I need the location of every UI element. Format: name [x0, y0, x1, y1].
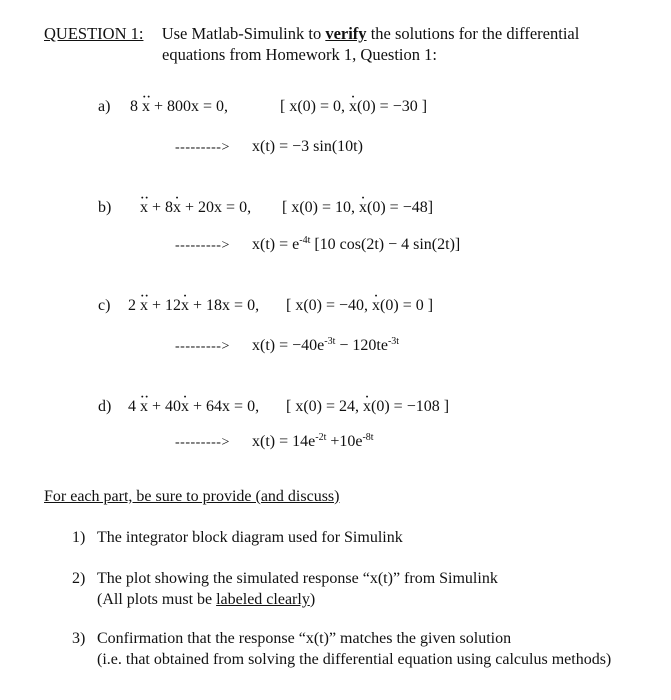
part-a-ic-close: (0) = −30 ]	[357, 98, 428, 115]
part-c-xdot: · x	[181, 297, 189, 315]
part-d-sol-mid: +10e	[326, 433, 363, 450]
part-b-ic-xdot: · x	[359, 199, 367, 217]
part-d-xdot: · x	[181, 398, 189, 416]
part-d-ic-xdot: · x	[363, 398, 371, 416]
item-3-note: (i.e. that obtained from solving the differential equation using calculus methods)	[97, 651, 612, 668]
part-b-ic-open: [ x(0) = 10,	[282, 199, 360, 216]
part-d-xddot: ·· x	[140, 398, 148, 416]
part-c-tail: + 18x = 0,	[189, 297, 260, 314]
part-c-xddot: ·· x	[140, 297, 148, 315]
part-d-sol-exp1: -2t	[315, 432, 327, 443]
part-c-sol-exp2: -3t	[387, 336, 400, 347]
part-c-sol-exp1: -3t	[324, 336, 336, 347]
part-a-initial-conditions	[280, 98, 427, 116]
item-2-note-underlined: labeled clearly	[216, 591, 310, 608]
part-d-plus1: + 40	[148, 398, 182, 415]
part-c-coef: 2	[128, 297, 136, 314]
part-b-ic-close: (0) = −48]	[367, 199, 434, 216]
part-c-solution	[252, 337, 399, 355]
part-a-equation	[130, 98, 228, 116]
part-b-xdot: · x	[173, 199, 181, 217]
part-a-xddot: ·· x	[142, 98, 150, 116]
part-b-sol-exp: -4t	[299, 235, 311, 246]
item-2-text: The plot showing the simulated response “x(t)” from Simulink	[97, 570, 498, 587]
title-verify: verify	[325, 24, 367, 43]
part-a-xdot: · x	[349, 98, 357, 116]
part-d-initial-conditions	[286, 398, 449, 416]
part-d-sol-exp2: -8t	[362, 432, 374, 443]
part-b-sol-post: [10 cos(2t) − 4 sin(2t)]	[310, 236, 461, 253]
part-d-sol-pre: x(t) = 14e	[252, 433, 316, 450]
question-label: QUESTION 1:	[44, 24, 144, 43]
question-title	[44, 24, 579, 44]
title-text-post: the solutions for the differential	[366, 24, 580, 43]
part-c-ic-open: [ x(0) = −40,	[286, 297, 373, 314]
part-c-letter: c)	[98, 297, 111, 314]
part-a-ic-open: [ x(0) = 0,	[280, 98, 350, 115]
part-c-plus1: + 12	[148, 297, 182, 314]
item-1-number: 1)	[72, 529, 86, 546]
part-d-coef: 4	[128, 398, 136, 415]
part-c-arrow: --------->	[175, 339, 230, 354]
item-2-note-post: )	[309, 591, 316, 608]
item-2-number: 2)	[72, 570, 86, 587]
part-c-sol-mid: − 120te	[335, 337, 388, 354]
part-d-equation	[128, 398, 259, 416]
part-b-xddot: ·· x	[140, 199, 148, 217]
part-b-plus1: + 8	[148, 199, 174, 216]
part-b-tail: + 20x = 0,	[181, 199, 252, 216]
item-2-note-pre: (All plots must be	[97, 591, 217, 608]
part-d-solution	[252, 433, 374, 451]
title-text-pre: Use Matlab-Simulink to	[161, 24, 326, 43]
part-c-ic-xdot: · x	[372, 297, 380, 315]
item-2-note	[97, 591, 315, 609]
item-3-text: Confirmation that the response “x(t)” matches the given solution	[97, 630, 512, 647]
part-d-arrow: --------->	[175, 435, 230, 450]
part-a-tail: + 800x = 0,	[150, 98, 229, 115]
part-c-ic-close: (0) = 0 ]	[380, 297, 434, 314]
part-a-coef: 8	[130, 98, 138, 115]
part-d-ic-close: (0) = −108 ]	[371, 398, 450, 415]
part-b-arrow: --------->	[175, 238, 230, 253]
part-b-equation	[140, 199, 251, 217]
part-c-initial-conditions	[286, 297, 433, 315]
part-b-sol-pre: x(t) = e	[252, 236, 300, 253]
part-a-solution: x(t) = −3 sin(10t)	[252, 138, 363, 155]
item-3-number: 3)	[72, 630, 86, 647]
part-b-solution	[252, 236, 460, 254]
item-1-text: The integrator block diagram used for Simulink	[97, 529, 403, 546]
question-title-line2: equations from Homework 1, Question 1:	[162, 45, 437, 64]
part-a-arrow: --------->	[175, 140, 230, 155]
instructions-heading: For each part, be sure to provide (and discuss)	[44, 488, 340, 505]
part-b-initial-conditions	[282, 199, 433, 217]
part-b-letter: b)	[98, 199, 112, 216]
part-a-letter: a)	[98, 98, 111, 115]
part-d-letter: d)	[98, 398, 112, 415]
part-d-tail: + 64x = 0,	[189, 398, 260, 415]
part-c-equation	[128, 297, 259, 315]
part-d-ic-open: [ x(0) = 24,	[286, 398, 364, 415]
part-c-sol-pre: x(t) = −40e	[252, 337, 325, 354]
